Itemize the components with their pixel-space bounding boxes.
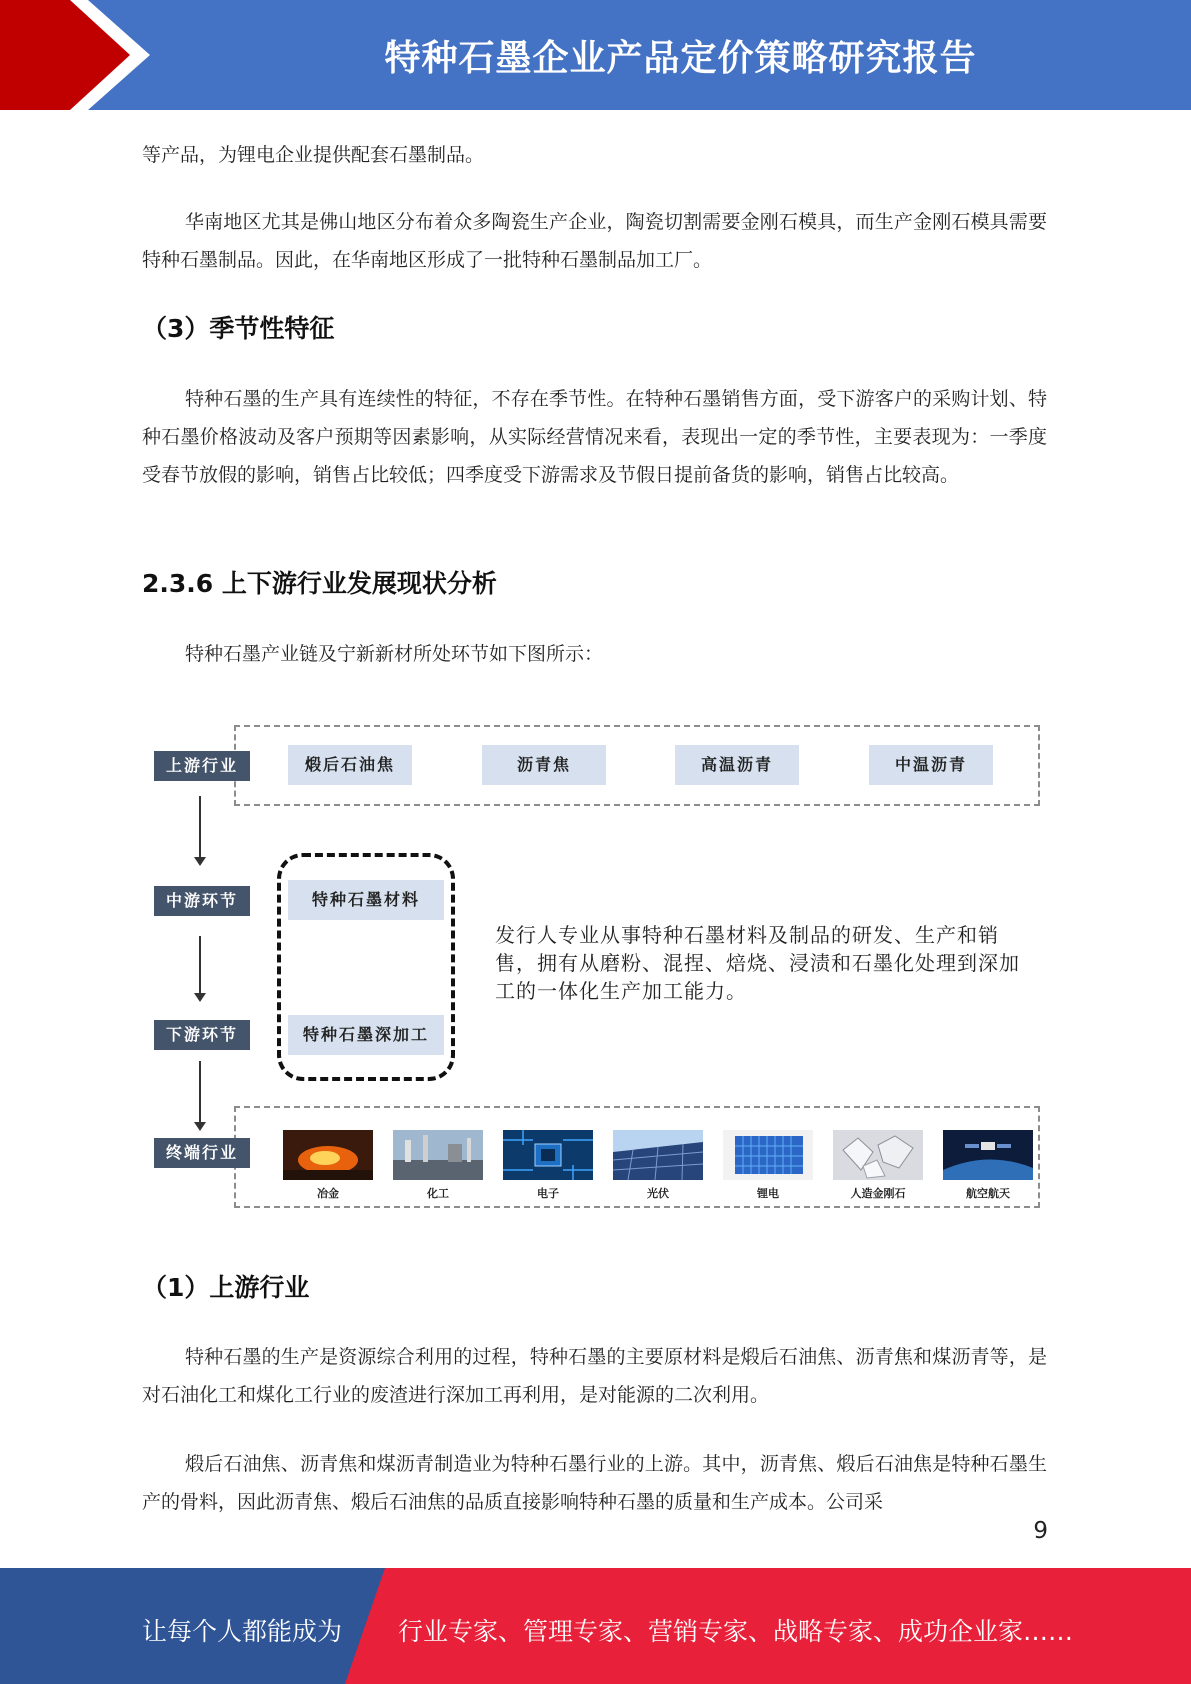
downstream-item: 特种石墨深加工 [288, 1015, 444, 1055]
upstream-item: 高温沥青 [675, 745, 799, 785]
section-heading: 2.3.6 上下游行业发展现状分析 [142, 569, 497, 598]
header-chevron-decoration [0, 0, 160, 110]
tier-label-downstream: 下游环节 [154, 1020, 250, 1050]
footer-slogan-left: 让每个人都能成为 [142, 1617, 343, 1646]
company-description: 发行人专业从事特种石墨材料及制品的研发、生产和销售，拥有从磨粉、混捏、焙烧、浸渍和石墨化处理到深加工的一体化生产加工能力。 [495, 923, 1020, 1003]
tier-label-upstream: 上游行业 [154, 751, 250, 781]
page-footer [0, 1568, 1191, 1684]
upstream-item: 沥青焦 [482, 745, 606, 785]
electronics-chip-image [503, 1130, 593, 1180]
terminal-caption: 化工 [427, 1187, 449, 1200]
synthetic-diamond-image [833, 1130, 923, 1180]
paragraph-upstream-1: 特种石墨的生产是资源综合利用的过程，特种石墨的主要原材料是煅后石油焦、沥青焦和煤沥青等，是对石油化工和煤化工行业的废渣进行深加工再利用，是对能源的二次利用。 [142, 1346, 1047, 1406]
paragraph-chain-intro: 特种石墨产业链及宁新新材所处环节如下图所示： [185, 643, 604, 665]
terminal-caption: 光伏 [647, 1187, 669, 1200]
paragraph-continuation: 等产品，为锂电企业提供配套石墨制品。 [142, 144, 485, 166]
paragraph-south-china: 华南地区尤其是佛山地区分布着众多陶瓷生产企业，陶瓷切割需要金刚石模具，而生产金刚石模具需要特种石墨制品。因此，在华南地区形成了一批特种石墨制品加工厂。 [142, 211, 1047, 271]
lithium-battery-image [723, 1130, 813, 1180]
arrow-down-icon [199, 936, 201, 994]
page-number: 9 [1033, 1518, 1048, 1544]
solar-panel-image [613, 1130, 703, 1180]
chemical-plant-image [393, 1130, 483, 1180]
upstream-item: 中温沥青 [869, 745, 993, 785]
tier-label-terminal: 终端行业 [154, 1138, 250, 1168]
terminal-caption: 航空航天 [966, 1187, 1010, 1200]
aerospace-image [943, 1130, 1033, 1180]
report-title: 特种石墨企业产品定价策略研究报告 [384, 38, 977, 79]
midstream-item: 特种石墨材料 [288, 880, 444, 920]
heading-upstream: （1）上游行业 [142, 1273, 310, 1302]
page-header [0, 0, 1191, 110]
metallurgy-image [283, 1130, 373, 1180]
industry-chain-diagram [150, 723, 1040, 1211]
terminal-caption: 冶金 [317, 1187, 339, 1200]
terminal-caption: 人造金刚石 [850, 1187, 906, 1200]
tier-label-midstream: 中游环节 [154, 886, 250, 916]
paragraph-upstream-2: 煅后石油焦、沥青焦和煤沥青制造业为特种石墨行业的上游。其中，沥青焦、煅后石油焦是特种石墨生产的骨料，因此沥青焦、煅后石油焦的品质直接影响特种石墨的质量和生产成本。公司采 [142, 1453, 1047, 1513]
upstream-item: 煅后石油焦 [288, 745, 412, 785]
arrow-down-icon [199, 1061, 201, 1123]
paragraph-seasonal: 特种石墨的生产具有连续性的特征，不存在季节性。在特种石墨销售方面，受下游客户的采购计划、特种石墨价格波动及客户预期等因素影响，从实际经营情况来看，表现出一定的季节性，主要表现为：一季度受春节放假的影响，销售占比较低；四季度受下游需求及节假日提前备货的影响，销售占比较高。 [142, 388, 1047, 486]
heading-seasonal: （3）季节性特征 [142, 314, 335, 343]
terminal-caption: 电子 [537, 1187, 559, 1200]
terminal-caption: 锂电 [757, 1187, 779, 1200]
arrow-down-icon [199, 796, 201, 858]
footer-slogan-right: 行业专家、管理专家、营销专家、战略专家、成功企业家…… [398, 1617, 1074, 1646]
